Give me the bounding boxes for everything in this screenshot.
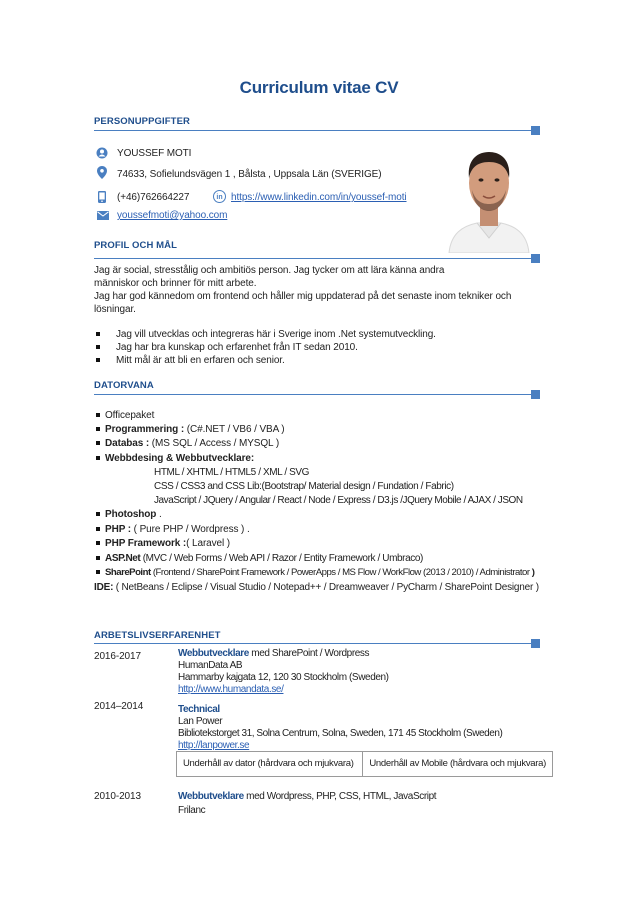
bullet-icon <box>96 358 100 362</box>
svg-text:in: in <box>216 194 223 202</box>
divider-square <box>531 390 540 399</box>
skill-item: PHP : ( Pure PHP / Wordpress ) . <box>96 524 250 535</box>
profile-text-line: Jag har god kännedom om frontend och håller mig uppdaterad på det senaste inom tekniker och <box>94 291 512 302</box>
job-period: 2010-2013 <box>94 791 141 802</box>
skill-item: ASP.Net (MVC / Web Forms / Web API / Razor / Entity Framework / Umbraco) <box>96 553 423 564</box>
list-item: Jag har bra kunskap och erfarenhet från IT sedan 2010. <box>96 342 358 353</box>
list-item: Jag vill utvecklas och integreras här i Sverige inom .Net systemutveckling. <box>96 329 436 340</box>
skill-item: Photoshop . <box>96 509 162 520</box>
duties-table <box>176 751 553 777</box>
profile-text-line: lösningar. <box>94 304 136 315</box>
profile-text-line: människor och brinner för mitt arbete. <box>94 278 257 289</box>
section-heading-profile: PROFIL OCH MÅL <box>94 240 178 251</box>
job-url[interactable]: http://lanpower.se <box>178 740 250 751</box>
skill-item: Webbdesing & Webbutvecklare: <box>96 453 254 464</box>
table-cell: Underhåll av dator (hårdvara och mjukvara) <box>177 752 363 776</box>
profile-text-line: Jag är social, stresstålig och ambitiös person. Jag tycker om att lära känna andra <box>94 265 445 276</box>
job-url[interactable]: http://www.humandata.se/ <box>178 684 284 695</box>
job-title-line: Webbutveklare med Wordpress, PHP, CSS, HTML, JavaScript <box>178 791 437 802</box>
skill-item: Databas : (MS SQL / Access / MYSQL ) <box>96 438 279 449</box>
section-divider <box>94 258 531 259</box>
bullet-icon <box>96 541 100 545</box>
job-title: Technical <box>178 704 220 715</box>
linkedin-link[interactable]: https://www.linkedin.com/in/youssef-moti <box>231 192 407 203</box>
bullet-icon <box>96 427 100 431</box>
profile-photo <box>447 138 531 253</box>
job-title-line: Webbutvecklare med SharePoint / Wordpress <box>178 648 370 659</box>
job-period: 2016-2017 <box>94 651 141 662</box>
skill-item: Officepaket <box>96 410 154 421</box>
job-address: Hammarby kajgata 12, 120 30 Stockholm (Sweden) <box>178 672 389 683</box>
job-address: Bibliotekstorget 31, Solna Centrum, Solna, Sweden, 171 45 Stockholm (Sweden) <box>178 728 503 739</box>
skill-item: PHP Framework :( Laravel ) <box>96 538 230 549</box>
ide-line: IDE: ( NetBeans / Eclipse / Visual Studio / Notepad++ / Dreamweaver / PyCharm / SharePoint Designer ) <box>94 582 539 593</box>
divider-square <box>531 639 540 648</box>
address: 74633, Sofielundsvägen 1 , Bålsta , Uppsala Län (SVERIGE) <box>117 169 382 180</box>
section-heading-work: ARBETSLIVSERFARENHET <box>94 630 221 641</box>
email-link[interactable]: youssefmoti@yahoo.com <box>117 210 228 221</box>
section-heading-computer: DATORVANA <box>94 380 154 391</box>
section-divider <box>94 643 531 644</box>
job-company: Frilanc <box>178 805 206 816</box>
full-name: YOUSSEF MOTI <box>117 148 192 159</box>
table-cell: Underhåll av Mobile (hårdvara och mjukvara) <box>369 758 546 769</box>
bullet-icon <box>96 512 100 516</box>
list-item: Mitt mål är att bli en erfaren och senior. <box>96 355 285 366</box>
skill-subline: JavaScript / JQuery / Angular / React / Node / Express / D3.js /JQuery Mobile / AJAX / JSON <box>154 495 523 506</box>
bullet-icon <box>96 570 100 574</box>
person-icon <box>96 147 108 162</box>
bullet-icon <box>96 441 100 445</box>
skill-subline: CSS / CSS3 and CSS Lib:(Bootstrap/ Material design / Fundation / Fabric) <box>154 481 454 492</box>
skill-item: Programmering : (C#.NET / VB6 / VBA ) <box>96 424 285 435</box>
skill-item: SharePoint (Frontend / SharePoint Framework / PowerApps / MS Flow / WorkFlow (2013 / 2010) / Administrator ) <box>96 567 534 578</box>
section-divider <box>94 130 531 131</box>
bullet-icon <box>96 345 100 349</box>
page-title: Curriculum vitae CV <box>239 78 399 97</box>
bullet-icon <box>96 332 100 336</box>
job-period: 2014–2014 <box>94 701 144 712</box>
job-company: HumanData AB <box>178 660 243 671</box>
divider-square <box>531 254 540 263</box>
section-heading-personal: PERSONUPPGIFTER <box>94 116 190 127</box>
bullet-icon <box>96 556 100 560</box>
bullet-icon <box>96 413 100 417</box>
envelope-icon <box>97 211 109 223</box>
skill-subline: HTML / XHTML / HTML5 / XML / SVG <box>154 467 310 478</box>
job-company: Lan Power <box>178 716 223 727</box>
location-pin-icon <box>97 166 107 182</box>
phone-icon <box>98 191 106 206</box>
phone-number: (+46)762664227 <box>117 192 190 203</box>
bullet-icon <box>96 527 100 531</box>
bullet-icon <box>96 456 100 460</box>
divider-square <box>531 126 540 135</box>
section-divider <box>94 394 531 395</box>
linkedin-icon <box>213 190 226 206</box>
